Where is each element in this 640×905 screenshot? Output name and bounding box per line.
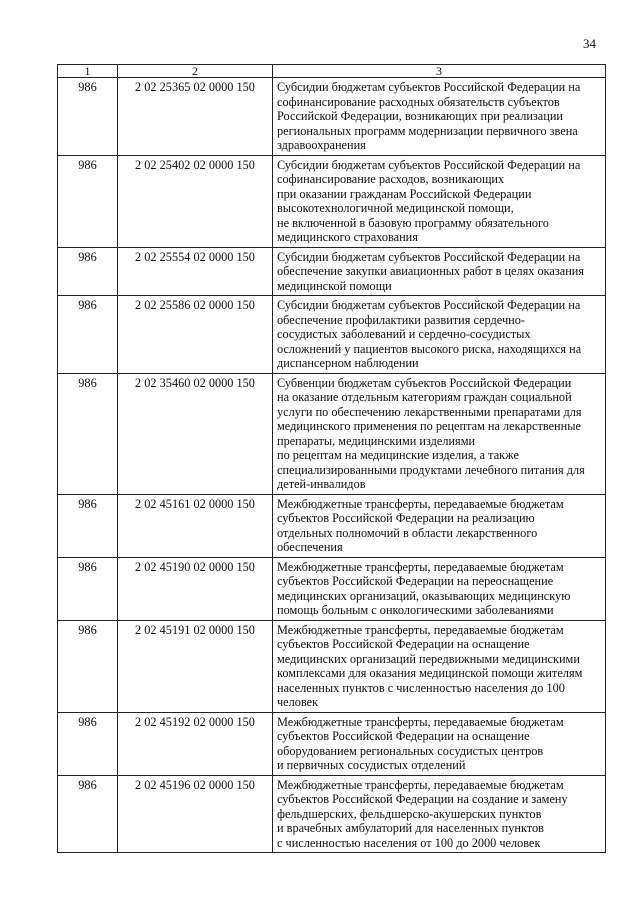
budget-classification-code-cell: 2 02 35460 02 0000 150 (118, 373, 273, 494)
description-line: Российской Федерации, возникающих при реализации (277, 109, 563, 123)
table-row (58, 494, 606, 557)
description-line: услуги по обеспечению лекарственными препаратами для (277, 404, 582, 419)
description-line: субъектов Российской Федерации на создание и замену (277, 792, 568, 806)
description-line: специализированными продуктами лечебного питания для (277, 462, 585, 477)
description-line: медицинского страхования (277, 230, 418, 244)
table-row (58, 155, 606, 247)
table-header-row (58, 65, 606, 78)
description-line: детей-инвалидов (277, 477, 366, 491)
description-line: Субсидии бюджетам субъектов Российской Федерации на (277, 157, 581, 172)
budget-classification-code-cell: 2 02 25554 02 0000 150 (118, 247, 273, 296)
revenue-description-cell (273, 494, 606, 557)
budget-codes-table (57, 64, 606, 853)
description-line: человек (277, 695, 319, 709)
description-line: Субсидии бюджетам субъектов Российской Федерации на (277, 80, 581, 94)
description-line: обеспечение профилактики развития сердечно- (277, 312, 525, 327)
description-line: субъектов Российской Федерации на реализацию (277, 511, 535, 525)
budget-classification-code-cell: 2 02 45190 02 0000 150 (118, 557, 273, 620)
revenue-description-cell (273, 247, 606, 296)
revenue-description-cell (273, 78, 606, 156)
description-line: субъектов Российской Федерации на оснащение (277, 729, 530, 743)
budget-classification-code-cell: 2 02 45191 02 0000 150 (118, 620, 273, 712)
description-line: Субсидии бюджетам субъектов Российской Федерации на (277, 249, 581, 264)
description-line: обеспечение закупки авиационных работ в целях оказания (277, 264, 585, 278)
description-line: софинансирование расходных обязательств субъектов (277, 94, 560, 109)
budget-classification-code-cell: 2 02 45196 02 0000 150 (118, 775, 273, 853)
description-line: обеспечения (277, 540, 343, 554)
admin-code-cell: 986 (58, 494, 118, 557)
description-line: фельдшерских, фельдшерско-акушерских пунктов (277, 806, 542, 821)
revenue-description-cell (273, 155, 606, 247)
admin-code-cell: 986 (58, 296, 118, 374)
description-line: Межбюджетные трансферты, передаваемые бюджетам (277, 777, 564, 792)
description-line: осложнений у пациентов высокого риска, находящихся на (277, 341, 582, 356)
description-line: не включенной в базовую программу обязательного (277, 215, 549, 230)
description-line: отдельных полномочий в области лекарственного (277, 525, 538, 540)
description-line: на оказание отдельным категориям граждан социальной (277, 390, 572, 404)
description-line: медицинской помощи (277, 278, 392, 293)
description-line: здравоохранения (277, 138, 366, 152)
description-line: оборудованием региональных сосудистых центров (277, 743, 544, 758)
description-line: Субсидии бюджетам субъектов Российской Федерации на (277, 298, 581, 312)
description-line: медицинских организаций передвижными медицинскими (277, 651, 580, 666)
description-line: региональных программ модернизации первичного звена (277, 123, 578, 138)
table-row (58, 247, 606, 296)
admin-code-cell: 986 (58, 78, 118, 156)
description-line: Межбюджетные трансферты, передаваемые бюджетам (277, 496, 564, 511)
revenue-description-cell (273, 373, 606, 494)
admin-code-cell: 986 (58, 775, 118, 853)
description-line: медицинского применения по рецептам на лекарственные (277, 419, 581, 433)
budget-classification-code-cell: 2 02 25586 02 0000 150 (118, 296, 273, 374)
admin-code-cell: 986 (58, 373, 118, 494)
description-line: и первичных сосудистых отделений (277, 758, 466, 772)
column-header-2: 2 (118, 65, 273, 78)
revenue-description-cell (273, 775, 606, 853)
table-body (58, 78, 606, 853)
revenue-description-cell (273, 296, 606, 374)
table-row (58, 712, 606, 775)
revenue-description-cell (273, 712, 606, 775)
admin-code-cell: 986 (58, 557, 118, 620)
table-row (58, 620, 606, 712)
description-line: субъектов Российской Федерации на оснащение (277, 637, 530, 651)
admin-code-cell: 986 (58, 620, 118, 712)
description-line: Субвенции бюджетам субъектов Российской Федерации (277, 375, 572, 390)
description-line: Межбюджетные трансферты, передаваемые бюджетам (277, 714, 564, 729)
description-line: и врачебных амбулаторий для населенных пунктов (277, 821, 544, 835)
budget-classification-code-cell: 2 02 45192 02 0000 150 (118, 712, 273, 775)
column-header-1: 1 (58, 65, 118, 78)
budget-classification-code-cell: 2 02 45161 02 0000 150 (118, 494, 273, 557)
description-line: помощь больным с онкологическими заболеваниями (277, 603, 554, 617)
description-line: сосудистых заболеваний и сердечно-сосудистых (277, 327, 531, 341)
description-line: с численностью населения от 100 до 2000 человек (277, 835, 541, 850)
column-header-3: 3 (273, 65, 606, 78)
table-row (58, 373, 606, 494)
description-line: населенных пунктов с численностью населения до 100 (277, 680, 565, 695)
description-line: диспансерном наблюдении (277, 356, 419, 370)
description-line: Межбюджетные трансферты, передаваемые бюджетам (277, 559, 564, 574)
table-row (58, 78, 606, 156)
admin-code-cell: 986 (58, 712, 118, 775)
revenue-description-cell (273, 620, 606, 712)
budget-classification-code-cell: 2 02 25402 02 0000 150 (118, 155, 273, 247)
description-line: комплексами для оказания медицинской помощи жителям (277, 666, 583, 680)
description-line: препараты, медицинскими изделиями (277, 433, 476, 448)
description-line: медицинских организаций, оказывающих медицинскую (277, 588, 571, 603)
admin-code-cell: 986 (58, 247, 118, 296)
description-line: субъектов Российской Федерации на переоснащение (277, 574, 554, 588)
admin-code-cell: 986 (58, 155, 118, 247)
description-line: высокотехнологичной медицинской помощи, (277, 201, 514, 215)
page-number: 34 (583, 36, 596, 51)
description-line: Межбюджетные трансферты, передаваемые бюджетам (277, 622, 564, 637)
description-line: по рецептам на медицинские изделия, а также (277, 448, 519, 462)
description-line: софинансирование расходов, возникающих (277, 172, 505, 186)
table-row (58, 775, 606, 853)
table-row (58, 296, 606, 374)
budget-classification-code-cell: 2 02 25365 02 0000 150 (118, 78, 273, 156)
table-row (58, 557, 606, 620)
revenue-description-cell (273, 557, 606, 620)
description-line: при оказании гражданам Российской Федерации (277, 186, 532, 201)
